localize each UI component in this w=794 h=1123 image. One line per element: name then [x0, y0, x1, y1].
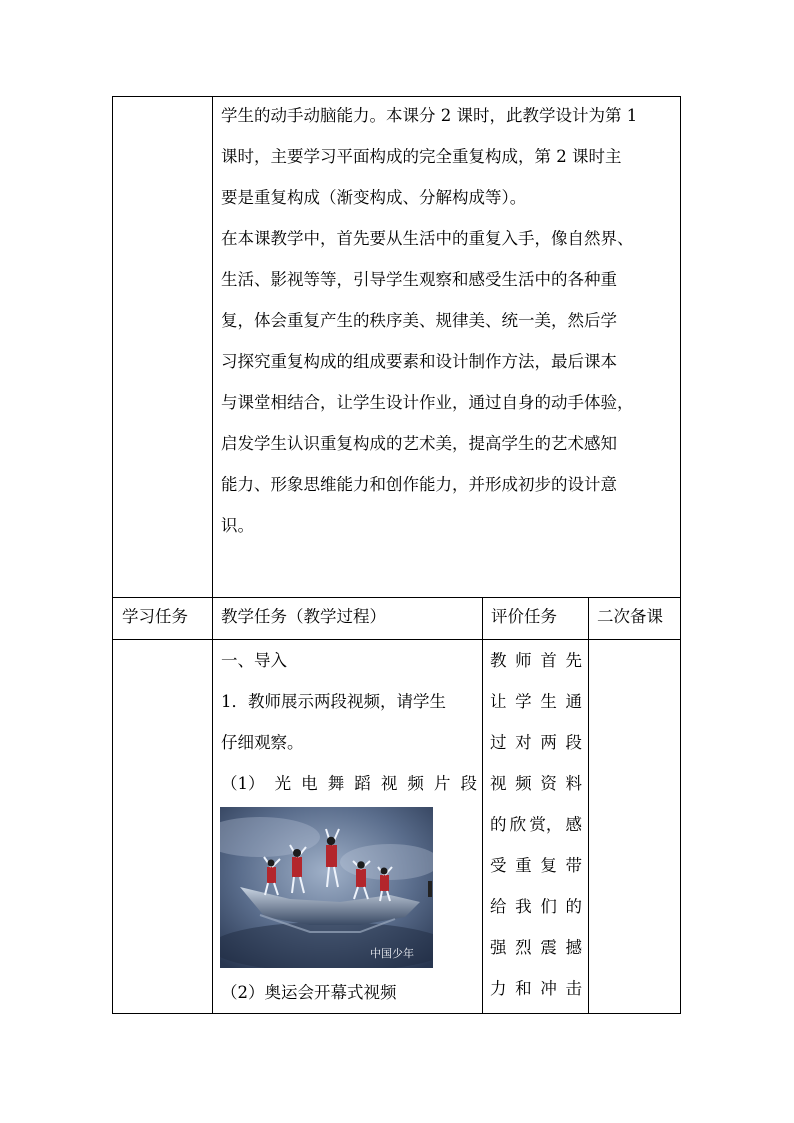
design-rationale-text [221, 95, 673, 546]
evaluation-line: 让 学 生 通 [490, 692, 582, 711]
evaluation-task-cell [490, 640, 582, 1009]
text-line: 识。 [221, 516, 254, 535]
header-second-preparation: 二次备课 [597, 607, 663, 626]
text-line: 习探究重复构成的组成要素和设计制作方法，最后课本 [221, 352, 617, 371]
evaluation-line: 受 重 复 带 [490, 856, 582, 875]
column-divider-3 [588, 597, 589, 1014]
text-line: 与课堂相结合，让学生设计作业，通过自身的动手体验， [221, 393, 634, 412]
header-evaluation-task: 评价任务 [491, 607, 557, 626]
text-line: 生活、影视等等，引导学生观察和感受生活中的各种重 [221, 270, 617, 289]
table-border-right [680, 96, 681, 1014]
evaluation-line: 给 我 们 的 [490, 897, 582, 916]
header-learning-task: 学习任务 [122, 607, 188, 626]
dance-video-image [220, 807, 433, 968]
teaching-process-cell [221, 640, 477, 804]
video-item-2-cell [221, 972, 477, 1013]
text-line: 复，体会重复产生的秩序美、规律美、统一美，然后学 [221, 311, 617, 330]
section-heading: 一、导入 [221, 651, 287, 670]
video-item-1: （1） 光 电 舞 蹈 视 频 片 段 [221, 774, 477, 793]
table-border-left [112, 96, 113, 1014]
table-border-bottom [112, 1013, 681, 1014]
evaluation-line: 教 师 首 先 [490, 651, 582, 670]
header-teaching-task: 教学任务（教学过程） [221, 607, 386, 626]
text-line: 在本课教学中，首先要从生活中的重复入手，像自然界、 [221, 229, 634, 248]
photo-watermark: 中国少年 [370, 947, 414, 960]
evaluation-line: 过 对 两 段 [490, 733, 582, 752]
text-line: 课时，主要学习平面构成的完全重复构成，第 2 课时主 [221, 147, 622, 166]
evaluation-line: 强 烈 震 撼 [490, 938, 582, 957]
dance-video-still-icon [220, 807, 433, 968]
evaluation-line: 的 欣 赏， 感 [490, 815, 582, 834]
text-line: 学生的动手动脑能力。本课分 2 课时，此教学设计为第 1 [221, 106, 638, 125]
step-text: 1．教师展示两段视频，请学生 [221, 692, 446, 711]
text-line: 启发学生认识重复构成的艺术美，提高学生的艺术感知 [221, 434, 617, 453]
row-divider-1 [112, 597, 681, 598]
column-divider-1 [212, 96, 213, 1014]
column-divider-2 [482, 597, 483, 1014]
text-line: 要是重复构成（渐变构成、分解构成等）。 [221, 188, 527, 207]
text-line: 能力、形象思维能力和创作能力，并形成初步的设计意 [221, 475, 617, 494]
evaluation-line: 力 和 冲 击 [490, 979, 582, 998]
step-text: 仔细观察。 [221, 733, 304, 752]
video-item-2: （2）奥运会开幕式视频 [221, 983, 397, 1002]
evaluation-line: 视 频 资 料 [490, 774, 582, 793]
